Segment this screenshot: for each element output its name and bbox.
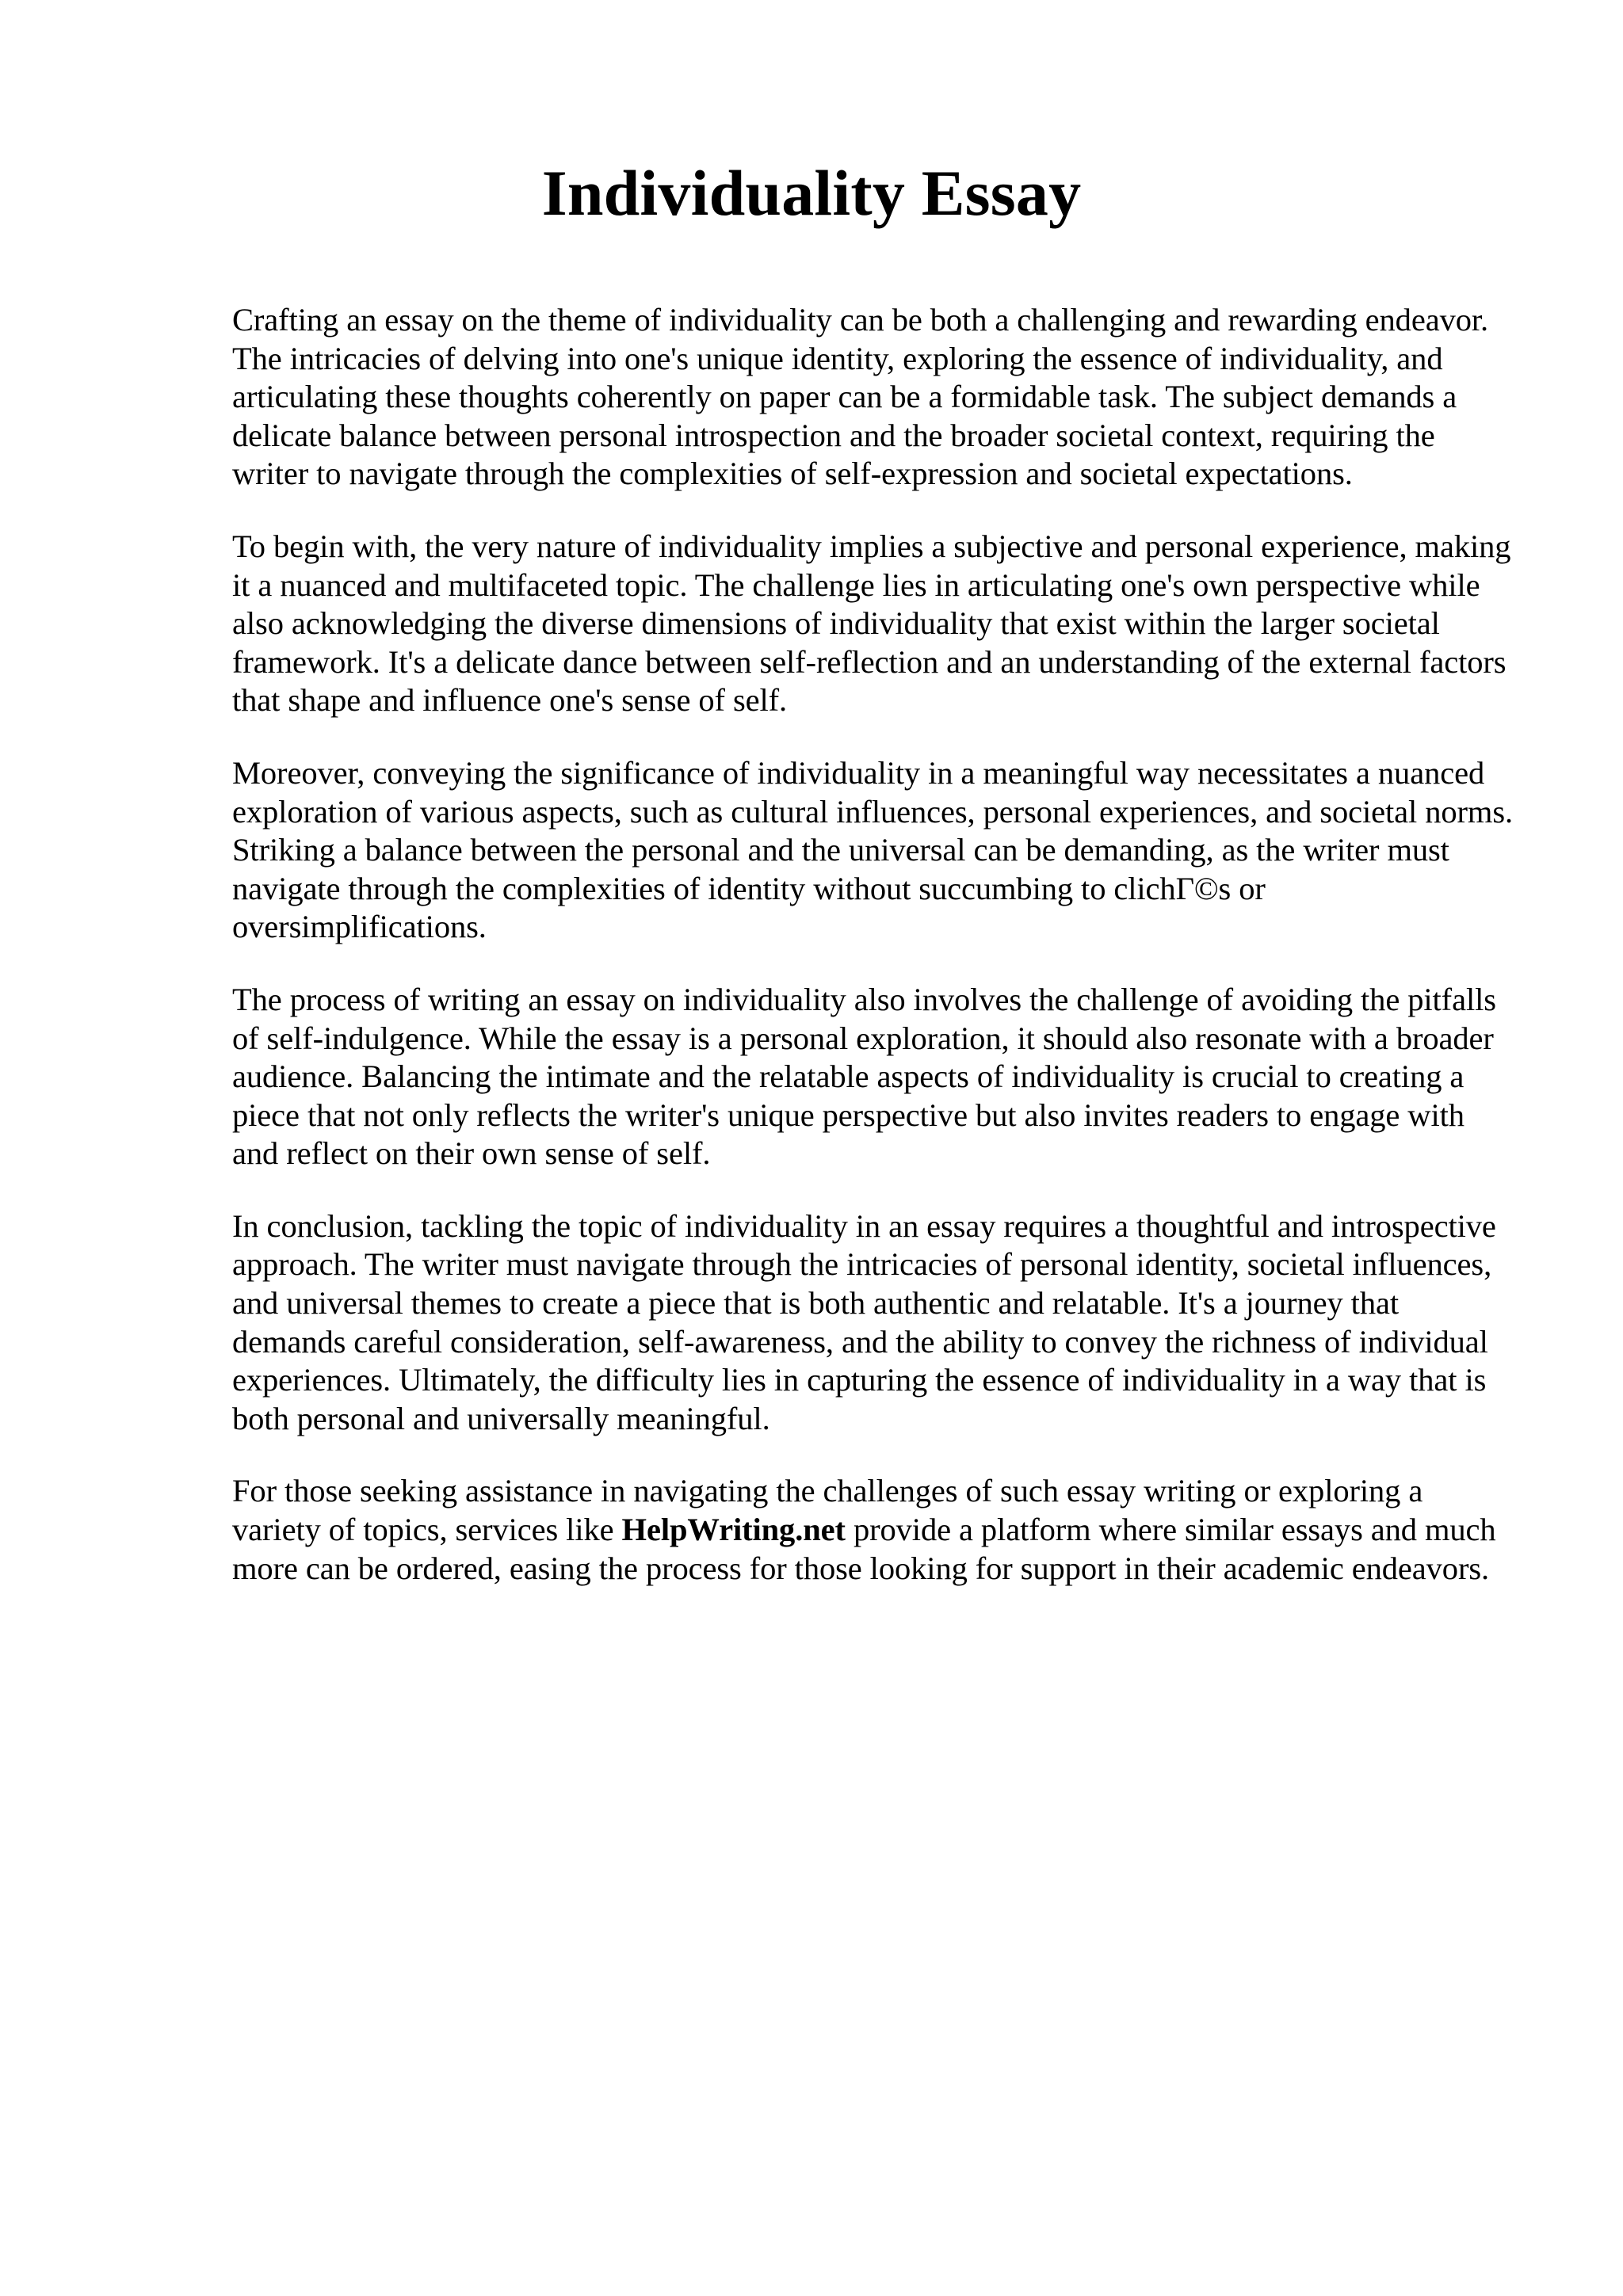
paragraph-5: In conclusion, tackling the topic of individuality in an essay requires a thoughtful and introspective approach. The writer must navigate through the intricacies of personal identity, societal influences, and universal themes to create a piece that is both authentic and relatable. It's a journey that demands careful consideration, self-awareness, and the ability to convey the richness of individual experiences. Ultimately, the difficulty lies in capturing the essence of individuality in a way that is both personal and universally meaningful. (232, 1207, 1496, 1436)
helpwriting-brand: HelpWriting.net (621, 1512, 846, 1548)
paragraph-2: To begin with, the very nature of individuality implies a subjective and personal experience, making it a nuanced and multifaceted topic. The challenge lies in articulating one's own perspective while also acknowledging the diverse dimensions of individuality that exist within the larger societal framework. It's a delicate dance between self-reflection and an understanding of the external factors that shape and influence one's sense of self. (232, 528, 1511, 719)
page-title: Individuality Essay (541, 157, 1082, 229)
closing-paragraph (232, 1472, 1516, 1588)
essay-body (232, 301, 1516, 1622)
closing-text-before: For those seeking assistance in navigating the challenges of such essay writing or exploring a variety of topics, services like (232, 1473, 1423, 1548)
paragraph-4: The process of writing an essay on individuality also involves the challenge of avoiding the pitfalls of self-indulgence. While the essay is a personal exploration, it should also resonate with a broader audience. Balancing the intimate and the relatable aspects of individuality is crucial to creating a piece that not only reflects the writer's unique perspective but also invites readers to engage with and reflect on their own sense of self. (232, 981, 1496, 1172)
paragraph-1: Crafting an essay on the theme of individuality can be both a challenging and rewarding endeavor. The intricacies of delving into one's unique identity, exploring the essence of individuality, and articulating these thoughts coherently on paper can be a formidable task. The subject demands a delicate balance between personal introspection and the broader societal context, requiring the writer to navigate through the complexities of self-expression and societal expectations. (232, 302, 1489, 492)
paragraph-3: Moreover, conveying the significance of individuality in a meaningful way necessitates a nuanced exploration of various aspects, such as cultural influences, personal experiences, and societal norms. Striking a balance between the personal and the universal can be demanding, as the writer must navigate through the complexities of identity without succumbing to clichΓ©s or oversimplifications. (232, 754, 1514, 945)
closing-text-after: provide a platform where similar essays and much more can be ordered, easing the process for those looking for support in their academic endeavors. (232, 1512, 1496, 1586)
